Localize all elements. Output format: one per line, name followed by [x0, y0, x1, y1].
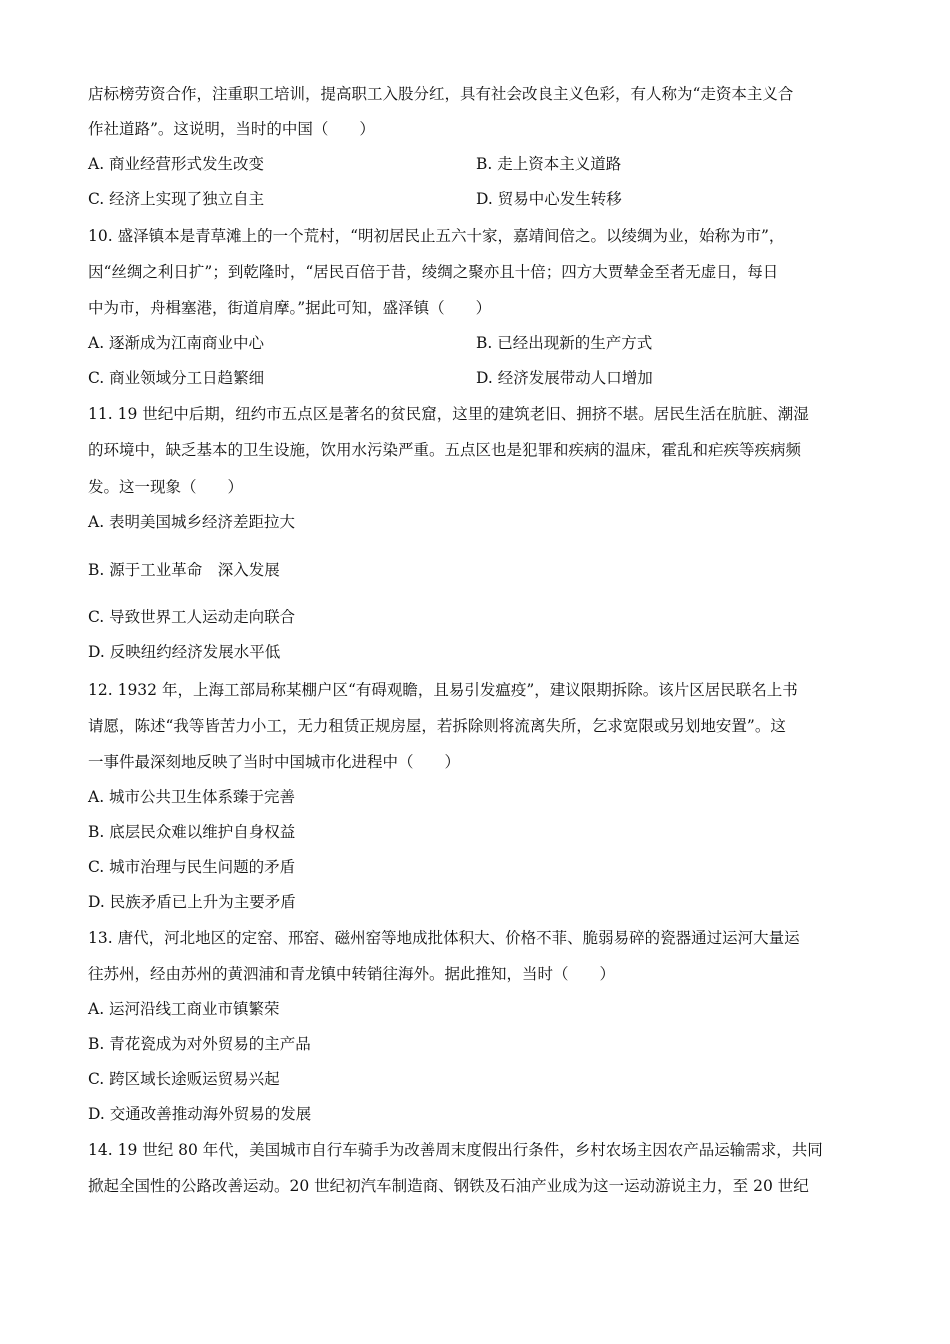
q9-option-d[interactable]: D. 贸易中心发生转移 [476, 190, 622, 208]
q12-stem-line-1: 12. 1932 年，上海工部局称某棚户区“有碍观瞻，且易引发瘟疫”，建议限期拆除。该片区居民联名上书 [88, 681, 798, 699]
q11-stem-line-3: 发。这一现象（ ） [88, 478, 244, 496]
q14-stem-line-1: 14. 19 世纪 80 年代，美国城市自行车骑手为改善周末度假出行条件，乡村农场主因农产品运输需求，共同 [88, 1141, 823, 1159]
q12-option-b[interactable]: B. 底层民众难以维护自身权益 [88, 823, 296, 841]
q11-option-d[interactable]: D. 反映纽约经济发展水平低 [88, 643, 281, 661]
q12-option-a[interactable]: A. 城市公共卫生体系臻于完善 [88, 788, 296, 806]
q14-stem-line-2: 掀起全国性的公路改善运动。20 世纪初汽车制造商、钢铁及石油产业成为这一运动游说主力，至 20 世纪 [88, 1177, 809, 1195]
q11-stem-line-2: 的环境中，缺乏基本的卫生设施，饮用水污染严重。五点区也是犯罪和疾病的温床，霍乱和疟疾等疾病频 [88, 441, 802, 459]
q9-option-c[interactable]: C. 经济上实现了独立自主 [88, 190, 265, 208]
q13-stem-line-2: 往苏州，经由苏州的黄泗浦和青龙镇中转销往海外。据此推知，当时（ ） [88, 965, 616, 983]
q11-option-b[interactable]: B. 源于工业革命 深入发展 [88, 561, 280, 579]
q13-option-c[interactable]: C. 跨区域长途贩运贸易兴起 [88, 1070, 280, 1088]
q13-option-d[interactable]: D. 交通改善推动海外贸易的发展 [88, 1105, 312, 1123]
q12-stem-line-3: 一事件最深刻地反映了当时中国城市化进程中（ ） [88, 753, 461, 771]
q11-option-c[interactable]: C. 导致世界工人运动走向联合 [88, 608, 296, 626]
q10-option-c[interactable]: C. 商业领域分工日趋繁细 [88, 369, 265, 387]
q9-stem-line-1: 店标榜劳资合作，注重职工培训，提高职工入股分红，具有社会改良主义色彩，有人称为“走资本主义合 [88, 85, 794, 103]
q13-option-b[interactable]: B. 青花瓷成为对外贸易的主产品 [88, 1035, 311, 1053]
q9-stem-line-2: 作社道路”。这说明，当时的中国（ ） [88, 120, 375, 138]
q9-option-a[interactable]: A. 商业经营形式发生改变 [88, 155, 265, 173]
q12-option-c[interactable]: C. 城市治理与民生问题的矛盾 [88, 858, 296, 876]
q9-option-b[interactable]: B. 走上资本主义道路 [476, 155, 622, 173]
q11-option-a[interactable]: A. 表明美国城乡经济差距拉大 [88, 513, 296, 531]
q12-option-d[interactable]: D. 民族矛盾已上升为主要矛盾 [88, 893, 296, 911]
q11-stem-line-1: 11. 19 世纪中后期，纽约市五点区是著名的贫民窟，这里的建筑老旧、拥挤不堪。居民生活在肮脏、潮湿 [88, 405, 809, 423]
q12-stem-line-2: 请愿，陈述“我等皆苦力小工，无力租赁正规房屋，若拆除则将流离失所，乞求宽限或另划地安置”。这 [88, 717, 786, 735]
q10-option-a[interactable]: A. 逐渐成为江南商业中心 [88, 334, 265, 352]
q10-stem-line-2: 因“丝绸之利日扩”；到乾隆时，“居民百倍于昔，绫绸之聚亦且十倍；四方大贾辇金至者无虚日，每日 [88, 263, 779, 281]
q10-stem-line-3: 中为市，舟楫塞港，街道肩摩。”据此可知，盛泽镇（ ） [88, 299, 492, 317]
q13-stem-line-1: 13. 唐代，河北地区的定窑、邢窑、磁州窑等地成批体积大、价格不菲、脆弱易碎的瓷器通过运河大量运 [88, 929, 800, 947]
q10-stem-line-1: 10. 盛泽镇本是青草滩上的一个荒村，“明初居民止五六十家，嘉靖间倍之。以绫绸为业，始称为市”， [88, 227, 785, 245]
q13-option-a[interactable]: A. 运河沿线工商业市镇繁荣 [88, 1000, 280, 1018]
q10-option-b[interactable]: B. 已经出现新的生产方式 [476, 334, 653, 352]
q10-option-d[interactable]: D. 经济发展带动人口增加 [476, 369, 653, 387]
